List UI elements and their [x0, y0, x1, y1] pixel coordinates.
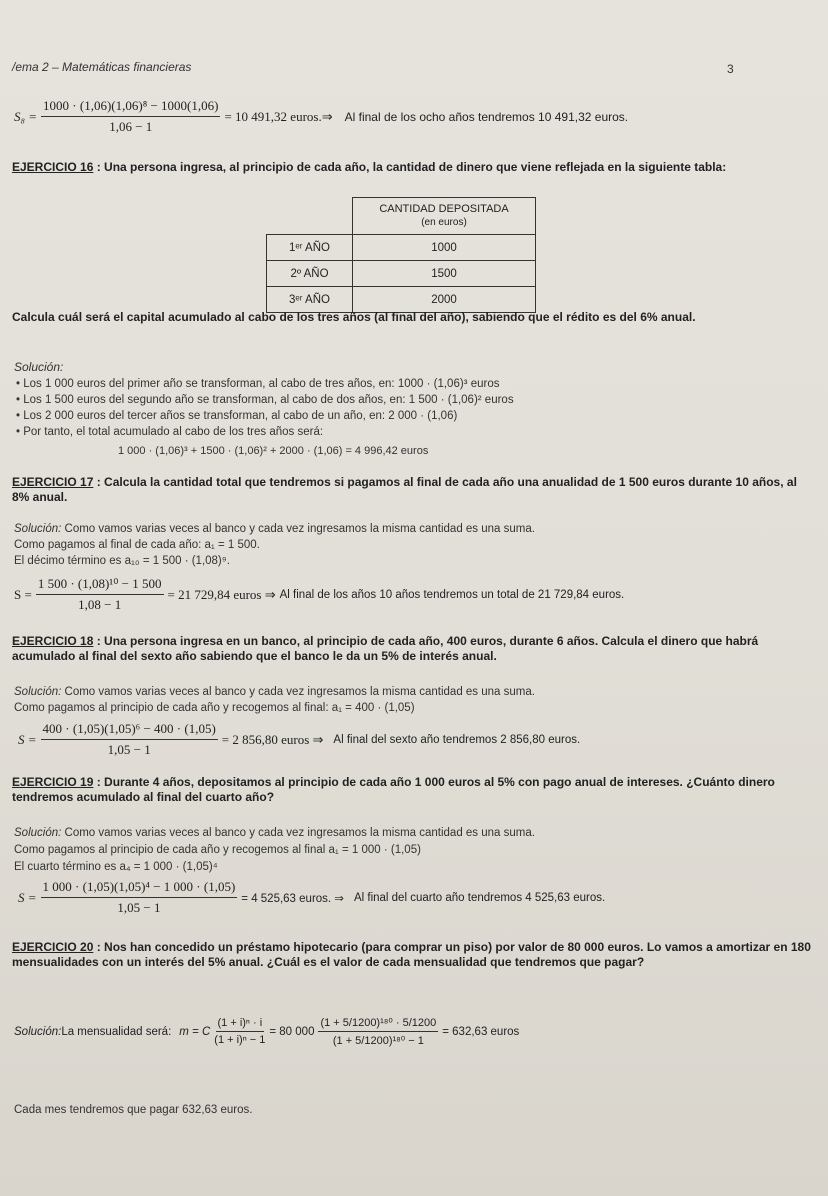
formula-lhs: S =	[18, 731, 37, 747]
formula-result: = 10 491,32 euros.⇒	[224, 108, 333, 124]
formula-conclusion: Al final del cuarto año tendremos 4 525,63 euros.	[353, 891, 606, 904]
formula-big-denominator: (1 + 5/1200)¹⁸⁰ − 1	[332, 1035, 424, 1047]
exercise-16-question: Calcula cuál será el capital acumulado al cabo de los tres años (al final del año), sabiendo que el rédito es del 6% anual.	[12, 310, 696, 324]
exercise-18-text: : Una persona ingresa en un banco, al principio de cada año, 400 euros, durante 6 años. Calcula el dinero que habrá acumulado al final del sexto año sabiendo que el banco le da un 5% de interés anual.	[12, 634, 759, 663]
formula-lhs: S =	[18, 889, 37, 905]
exercise-17-formula	[14, 576, 624, 613]
formula-numerator: (1 + i)ⁿ · i	[216, 1017, 265, 1032]
formula-numerator: 1 500 · (1,08)¹⁰ − 1 500	[36, 576, 164, 595]
formula-fraction	[36, 576, 164, 613]
formula-lhs: S =	[14, 586, 32, 602]
formula-big-numerator-rate: · 5/1200	[395, 1017, 437, 1029]
table-row	[267, 235, 536, 261]
exercise-19-formula	[18, 879, 605, 916]
exercise-18-solution-label: Solución:	[14, 686, 62, 698]
formula-result: = 632,63 euros	[442, 1025, 520, 1038]
formula-result: = 21 729,84 euros ⇒	[167, 586, 276, 602]
formula-numerator: 1 000 · (1,05)(1,05)⁴ − 1 000 · (1,05)	[41, 879, 238, 898]
formula-denominator: 1,08 − 1	[78, 597, 122, 612]
exercise-18-step: Como pagamos al principio de cada año y recogemos al final: a₁ = 400 · (1,05)	[14, 702, 415, 714]
exercise-17-solution	[14, 522, 535, 537]
formula-denominator: (1 + i)ⁿ − 1	[214, 1034, 266, 1046]
intro-formula	[14, 98, 628, 135]
exercise-16-bullet: • Los 1 500 euros del segundo año se transforman, al cabo de dos años, en: 1 500 · (1,06)² euros	[16, 394, 514, 406]
formula-conclusion: Al final de los años 10 años tendremos un total de 21 729,84 euros.	[279, 588, 625, 601]
exercise-16-title	[12, 160, 812, 175]
exercise-17-solution-label: Solución:	[14, 523, 62, 535]
exercise-17-solution-text: Como vamos varias veces al banco y cada vez ingresamos la misma cantidad es una suma.	[61, 523, 535, 535]
formula-denominator: 1,06 − 1	[109, 119, 153, 134]
deposit-header-unit: (en euros)	[421, 217, 467, 228]
exercise-19-label: EJERCICIO 19	[12, 775, 94, 789]
page-number: 3	[727, 62, 734, 76]
exercise-18-solution	[14, 685, 535, 700]
formula-fraction	[41, 721, 218, 758]
formula-lhs: m = C	[179, 1025, 211, 1038]
formula-lhs: S₈ =	[14, 108, 38, 124]
formula-fraction	[41, 98, 220, 135]
table-cell-year: 2º AÑO	[267, 261, 353, 287]
table-cell-year: 3ᵉʳ AÑO	[267, 287, 353, 313]
formula-fraction	[214, 1017, 265, 1046]
formula-result: = 2 856,80 euros ⇒	[221, 731, 324, 747]
exercise-16-bullet: • Por tanto, el total acumulado al cabo de los tres años será:	[16, 426, 324, 438]
deposit-table-header	[353, 198, 536, 235]
exercise-19-solution-label: Solución:	[14, 827, 62, 839]
exercise-17-step: El décimo término es a₁₀ = 1 500 · (1,08)⁹.	[14, 555, 230, 567]
formula-conclusion: Al final del sexto año tendremos 2 856,80 euros.	[333, 733, 581, 746]
exercise-20-solution-text: La mensualidad será:	[61, 1025, 172, 1038]
exercise-19-step: El cuarto término es a₄ = 1 000 · (1,05)⁴	[14, 861, 218, 873]
exercise-19-text: : Durante 4 años, depositamos al principio de cada año 1 000 euros al 5% con pago anual de intereses. ¿Cuánto dinero tendremos acumulado al final del cuarto año?	[12, 775, 775, 804]
table-cell-year: 1ᵉʳ AÑO	[267, 235, 353, 261]
exercise-16-label: EJERCICIO 16	[12, 160, 94, 174]
formula-numerator: 1000 · (1,06)(1,06)⁸ − 1000(1,06)	[41, 98, 220, 117]
table-row	[267, 261, 536, 287]
exercise-16-solution-label: Solución:	[14, 360, 64, 374]
exercise-19-step: Como pagamos al principio de cada año y recogemos al final a₁ = 1 000 · (1,05)	[14, 844, 421, 856]
exercise-17-title	[12, 475, 812, 505]
exercise-16-bullet: • Los 1 000 euros del primer año se transforman, al cabo de tres años, en: 1000 · (1,06)³ euros	[16, 378, 500, 390]
formula-denominator: 1,05 − 1	[107, 742, 151, 757]
table-cell-amount: 1500	[353, 261, 536, 287]
table-row	[267, 287, 536, 313]
page-header-title: /ema 2 – Matemáticas financieras	[12, 60, 192, 74]
exercise-16-total: 1 000 · (1,06)³ + 1500 · (1,06)² + 2000 · (1,06) = 4 996,42 euros	[118, 445, 429, 457]
exercise-16-bullet: • Los 2 000 euros del tercer años se transforman, al cabo de un año, en: 2 000 · (1,06)	[16, 410, 458, 422]
formula-big-fraction	[318, 1016, 438, 1047]
exercise-17-text: : Calcula la cantidad total que tendremos si pagamos al final de cada año una anualidad de 1 500 euros durante 10 años, al 8% anual.	[12, 475, 797, 504]
exercise-20-formula	[14, 1016, 519, 1047]
formula-fraction	[41, 879, 238, 916]
exercise-19-solution	[14, 826, 535, 841]
exercise-20-final: Cada mes tendremos que pagar 632,63 euros.	[14, 1104, 253, 1116]
formula-numerator: 400 · (1,05)(1,05)⁶ − 400 · (1,05)	[41, 721, 218, 740]
formula-big-numerator-power: (1 + 5/1200)¹⁸⁰	[320, 1017, 393, 1029]
formula-result: = 4 525,63 euros. ⇒	[241, 892, 344, 905]
exercise-18-title	[12, 634, 812, 664]
exercise-20-text: : Nos han concedido un préstamo hipotecario (para comprar un piso) por valor de 80 000 euros. Lo vamos a amortizar en 180 mensualidades con un interés del 5% anual. ¿Cuál es el valor de cada mensualidad que tendremos que pagar?	[12, 940, 811, 969]
exercise-19-title	[12, 775, 812, 805]
table-cell-amount: 1000	[353, 235, 536, 261]
exercise-20-solution-label: Solución:	[14, 1025, 62, 1038]
exercise-17-label: EJERCICIO 17	[12, 475, 94, 489]
exercise-18-solution-text: Como vamos varias veces al banco y cada vez ingresamos la misma cantidad es una suma.	[61, 686, 535, 698]
exercise-17-step: Como pagamos al final de cada año: a₁ = 1 500.	[14, 539, 260, 551]
deposit-table	[266, 197, 536, 313]
formula-denominator: 1,05 − 1	[117, 900, 161, 915]
formula-conclusion: Al final de los ocho años tendremos 10 491,32 euros.	[344, 109, 629, 124]
exercise-20-label: EJERCICIO 20	[12, 940, 94, 954]
exercise-18-formula	[18, 721, 580, 758]
exercise-20-title	[12, 940, 812, 970]
formula-big-numerator	[318, 1016, 438, 1032]
exercise-16-text: : Una persona ingresa, al principio de cada año, la cantidad de dinero que viene reflejada en la siguiente tabla:	[93, 160, 727, 174]
formula-equals: = 80 000	[269, 1025, 315, 1038]
exercise-19-solution-text: Como vamos varias veces al banco y cada vez ingresamos la misma cantidad es una suma.	[61, 827, 535, 839]
table-cell-amount: 2000	[353, 287, 536, 313]
exercise-18-label: EJERCICIO 18	[12, 634, 94, 648]
deposit-header-label: CANTIDAD DEPOSITADA	[379, 203, 509, 215]
